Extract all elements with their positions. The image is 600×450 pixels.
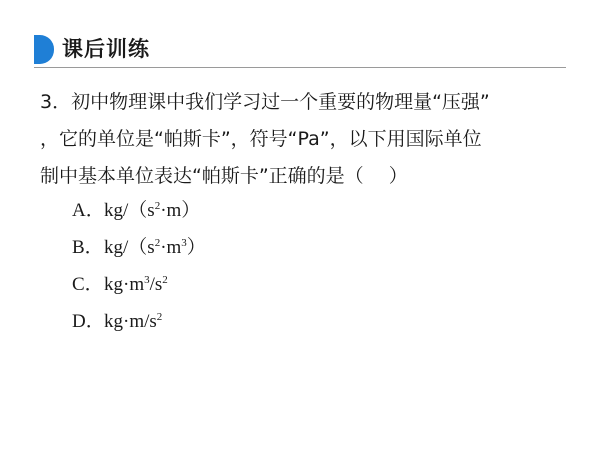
option-c[interactable]: [72, 266, 552, 303]
option-exponent: 2: [162, 274, 168, 286]
question-line-3: 制中基本单位表达“帕斯卡”正确的是（ ）: [40, 165, 408, 187]
option-letter: A．: [72, 200, 105, 221]
option-letter: C．: [72, 274, 104, 295]
option-text: kg/（s: [104, 200, 155, 221]
option-letter: B．: [72, 237, 104, 258]
option-text: ·m）: [160, 200, 201, 221]
option-letter: D．: [72, 311, 105, 332]
option-text: ·m: [160, 237, 182, 258]
option-a[interactable]: [72, 192, 552, 229]
option-exponent: 2: [154, 200, 161, 212]
option-text: /s: [149, 274, 163, 295]
option-exponent: 2: [156, 311, 163, 323]
option-exponent: 3: [181, 237, 187, 249]
question-line-2: ，它的单位是“帕斯卡”，符号“Pa”，以下用国际单位: [40, 128, 482, 150]
option-text: kg·m/s: [104, 311, 157, 332]
option-d[interactable]: [72, 303, 552, 340]
answer-options: [72, 192, 552, 340]
option-text: kg·m: [104, 274, 145, 295]
option-text: ）: [186, 237, 206, 258]
question-stem: [40, 84, 570, 195]
header-accent-mark: [34, 35, 54, 64]
question-line-1: 3．初中物理课中我们学习过一个重要的物理量“压强”: [40, 91, 490, 113]
option-b[interactable]: [72, 229, 552, 266]
section-title: 课后训练: [62, 37, 150, 61]
option-exponent: 3: [144, 274, 150, 286]
option-text: kg/（s: [104, 237, 155, 258]
option-exponent: 2: [154, 237, 161, 249]
header-divider: [34, 67, 566, 68]
section-header: [34, 32, 566, 68]
